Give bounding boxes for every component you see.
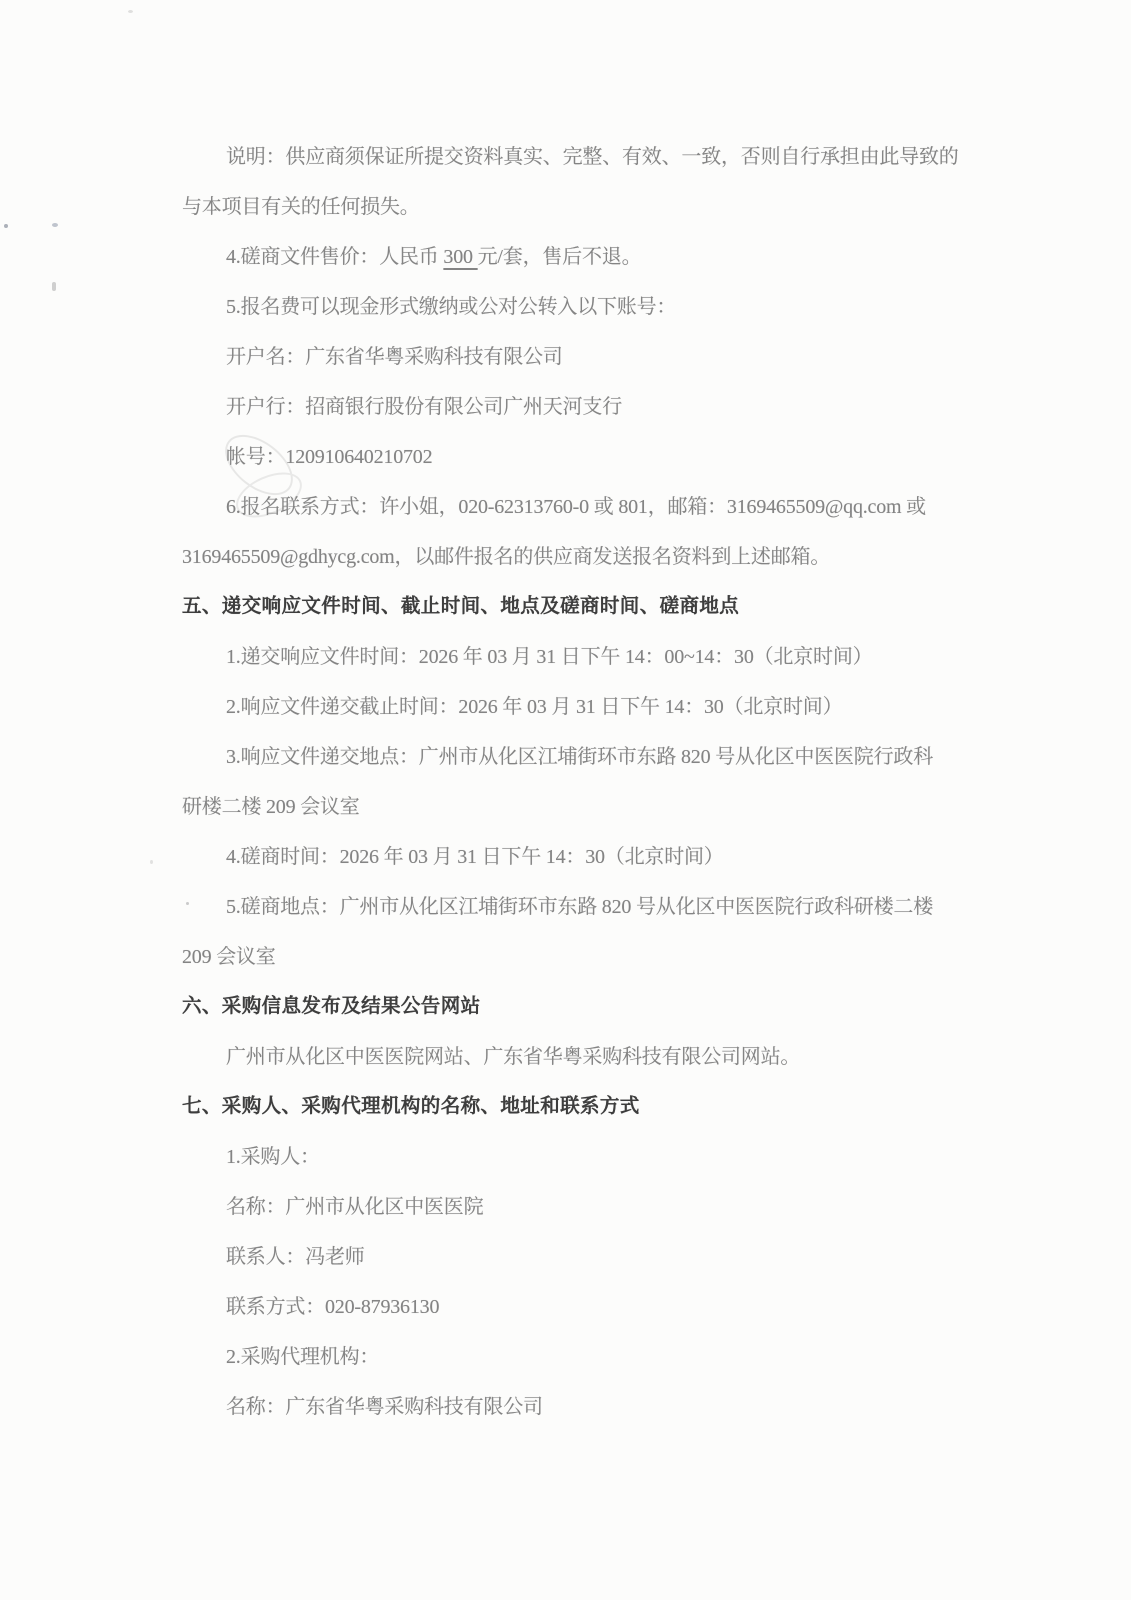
line-s7-contact-person: 联系人：冯老师 bbox=[226, 1246, 365, 1268]
price-pre: 4.磋商文件售价：人民币 bbox=[226, 246, 444, 268]
line-s5-negotiation-time: 4.磋商时间：2026 年 03 月 31 日下午 14：30（北京时间） bbox=[226, 846, 724, 868]
heading-section-6: 六、采购信息发布及结果公告网站 bbox=[182, 996, 481, 1017]
line-note-2: 与本项目有关的任何损失。 bbox=[182, 196, 420, 218]
scan-speck bbox=[52, 223, 58, 227]
line-account-number: 帐号：120910640210702 bbox=[226, 446, 433, 468]
line-s5-address-1: 3.响应文件递交地点：广州市从化区江埔街环市东路 820 号从化区中医医院行政科 bbox=[226, 746, 933, 768]
line-s5-deadline: 2.响应文件递交截止时间：2026 年 03 月 31 日下午 14：30（北京时间） bbox=[226, 696, 843, 718]
line-s7-purchaser-name: 名称：广州市从化区中医医院 bbox=[226, 1196, 484, 1218]
line-account-name: 开户名：广东省华粤采购科技有限公司 bbox=[226, 346, 563, 368]
line-note-1: 说明：供应商须保证所提交资料真实、完整、有效、一致，否则自行承担由此导致的 bbox=[226, 146, 959, 168]
scan-speck bbox=[4, 224, 8, 228]
line-item4-price bbox=[182, 232, 960, 282]
scan-speck bbox=[52, 282, 56, 291]
line-s5-submit-time: 1.递交响应文件时间：2026 年 03 月 31 日下午 14：00~14：30（北京时间） bbox=[226, 646, 873, 668]
line-item6-contact-2: 3169465509@gdhycg.com，以邮件报名的供应商发送报名资料到上述邮箱。 bbox=[182, 546, 831, 568]
line-item6-contact-1: 6.报名联系方式：许小姐，020-62313760-0 或 801，邮箱：3169465509@qq.com 或 bbox=[226, 496, 926, 518]
line-s7-purchaser: 1.采购人： bbox=[226, 1146, 320, 1168]
price-value-underlined: 300 bbox=[443, 246, 478, 268]
line-s6-websites: 广州市从化区中医医院网站、广东省华粤采购科技有限公司网站。 bbox=[226, 1046, 801, 1068]
heading-section-5: 五、递交响应文件时间、截止时间、地点及磋商时间、磋商地点 bbox=[182, 596, 740, 617]
line-bank-name: 开户行：招商银行股份有限公司广州天河支行 bbox=[226, 396, 622, 418]
document-body bbox=[182, 132, 960, 1432]
line-s5-negotiation-place-1: 5.磋商地点：广州市从化区江埔街环市东路 820 号从化区中医医院行政科研楼二楼 bbox=[226, 896, 933, 918]
line-item5-payment: 5.报名费可以现金形式缴纳或公对公转入以下账号： bbox=[226, 296, 677, 318]
price-post: 元/套，售后不退。 bbox=[477, 246, 642, 268]
line-s5-negotiation-place-2: 209 会议室 bbox=[182, 946, 276, 968]
line-s7-contact-phone: 联系方式：020-87936130 bbox=[226, 1296, 440, 1318]
line-s7-agency-name: 名称：广东省华粤采购科技有限公司 bbox=[226, 1396, 543, 1418]
heading-section-7: 七、采购人、采购代理机构的名称、地址和联系方式 bbox=[182, 1096, 640, 1117]
line-s5-address-2: 研楼二楼 209 会议室 bbox=[182, 796, 360, 818]
line-s7-agency: 2.采购代理机构： bbox=[226, 1346, 380, 1368]
scan-speck bbox=[150, 860, 153, 864]
scan-speck bbox=[186, 902, 189, 905]
scan-speck bbox=[128, 10, 133, 13]
